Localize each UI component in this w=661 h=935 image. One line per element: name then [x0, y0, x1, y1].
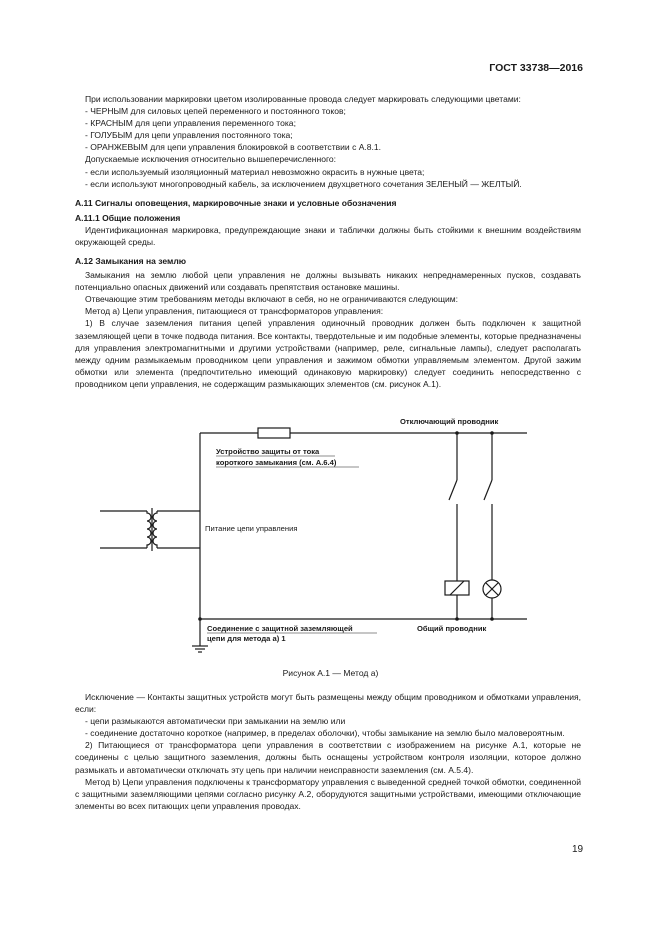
section-heading: А.11 Сигналы оповещения, маркировочные знаки и условные обозначения	[75, 198, 397, 208]
section-heading: А.12 Замыкания на землю	[75, 256, 187, 266]
label-protection-device-2: короткого замыкания (см. А.6.4)	[216, 458, 337, 467]
paragraph: 1) В случае заземления питания цепей управления одиночный проводник должен быть подключен к защитной заземляющей цепи в точке подвода питания. Все контакты, твердотельные и им подобные элементы, которые предназначены для управления электромагнитными и другими устройствами (например, реле, сигнальные лампы), следует располагать между одним размыкаемым проводником цепи управления и зажимом обмотки управляемым элементом. Другой зажим обмотки или элемента (предпочтительно имеющий одинаковую маркировку) следует соединить непосредственно с проводником цепи управления, не содержащим размыкающих элементов (см. рисунок А.1).	[75, 318, 581, 389]
figure-caption: Рисунок А.1 — Метод а)	[282, 668, 379, 678]
bullet-item: - ОРАНЖЕВЫМ для цепи управления блокировкой в соответствии с А.8.1.	[85, 142, 382, 153]
bullet-item: - ЧЕРНЫМ для силовых цепей переменного и постоянного токов;	[85, 106, 346, 117]
paragraph: 2) Питающиеся от трансформатора цепи управления в соответствии с изображением на рисунке А.1, которые не соединены с целью защитного заземления, должны быть оснащены устройством контроля изоляции, которое должно размыкать и автоматически отключать эту цепь при наличии неисправности заземления (см. А.5.4).	[75, 740, 581, 775]
text-line: Допускаемые исключения относительно вышеперечисленного:	[85, 154, 337, 165]
paragraph: Идентификационная маркировка, предупреждающие знаки и таблички должны быть стойкими к внешним воздействиям окружающей среды.	[75, 225, 581, 248]
bullet-item: - ГОЛУБЫМ для цепи управления постоянного тока;	[85, 130, 293, 141]
fuse-symbol	[258, 428, 290, 438]
bullet-item: - цепи размыкаются автоматически при замыкании на землю или	[85, 716, 346, 727]
text-line: При использовании маркировки цветом изолированные провода следует маркировать следующими цветами:	[85, 94, 521, 104]
junction-dot	[455, 617, 459, 621]
bullet-item: - КРАСНЫМ для цепи управления переменного тока;	[85, 118, 296, 129]
junction-dot	[490, 617, 494, 621]
primary-coil	[147, 511, 151, 548]
color-marking-section	[75, 93, 581, 190]
section-a11	[75, 197, 581, 248]
paragraph: Замыкания на землю любой цепи управления не должны вызывать никаких непреднамеренных пусков, создавать потенциально опасных движений или создавать препятствия остановке машины.	[75, 270, 581, 293]
figure-a1	[95, 408, 555, 663]
label-common-conductor: Общий проводник	[417, 624, 487, 633]
page-number: 19	[572, 844, 584, 855]
paragraph: Исключение — Контакты защитных устройств могут быть размещены между общим проводником и обмотками управления, если:	[75, 692, 581, 715]
paragraph: Метод b) Цепи управления подключены к трансформатору управления с выведенной средней точкой обмотки, соединенной с защитными заземляющими цепями согласно рисунку А.2, оборудуются защитными устройствами, имеющими отключающие элементы во всех питающих цепи управления проводах.	[75, 776, 581, 811]
exception-section	[75, 691, 581, 812]
label-protection-device-1: Устройство защиты от тока	[216, 447, 320, 456]
lamp-switch-contact	[484, 480, 492, 500]
section-a12	[75, 255, 581, 390]
label-ground-connection-1: Соединение с защитной заземляющей	[207, 624, 353, 633]
junction-dot	[198, 617, 202, 621]
bullet-item: - соединение достаточно короткое (например, в пределах оболочки), чтобы замыкание на землю было маловероятным.	[85, 728, 565, 739]
secondary-coil	[153, 511, 157, 548]
subsection-heading: А.11.1 Общие положения	[75, 213, 181, 224]
circuit-diagram	[95, 408, 555, 663]
label-switching-conductor: Отключающий проводник	[400, 417, 499, 426]
junction-dot	[455, 431, 459, 435]
paragraph: Отвечающие этим требованиям методы включают в себя, но не ограничиваются следующим:	[85, 294, 459, 305]
document-code: ГОСТ 33738—2016	[489, 62, 583, 74]
relay-switch-contact	[449, 480, 457, 500]
relay-coil-diagonal	[450, 581, 464, 595]
paragraph: Метод а) Цепи управления, питающиеся от трансформаторов управления:	[85, 306, 384, 317]
bullet-item: - если используют многопроводный кабель, за исключением двухцветного сочетания ЗЕЛЕНЫЙ — ЖЕЛТЫЙ.	[85, 178, 522, 189]
label-ground-connection-2: цепи для метода а) 1	[207, 634, 286, 643]
bullet-item: - если используемый изоляционный материал невозможно окрасить в нужные цвета;	[85, 166, 425, 177]
junction-dot	[490, 431, 494, 435]
label-control-supply: Питание цепи управления	[205, 524, 298, 533]
